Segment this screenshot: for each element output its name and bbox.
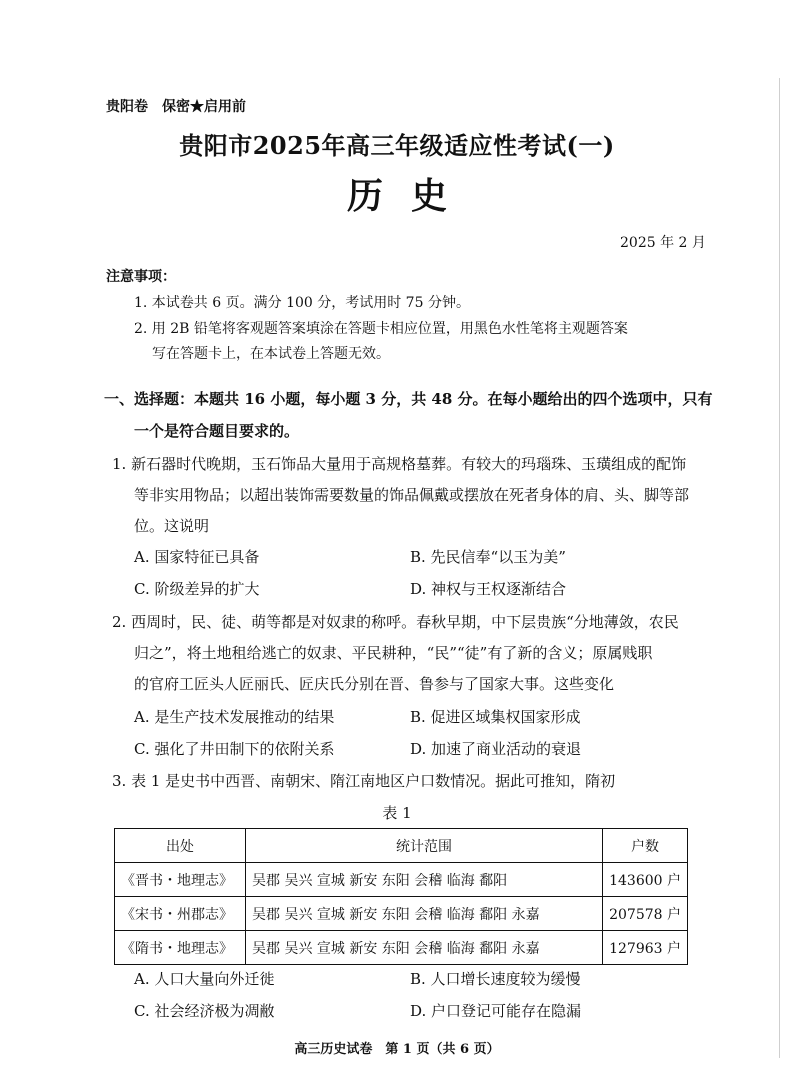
table-cell-households: 127963 户	[603, 931, 688, 965]
q3-option-c: C. 社会经济极为凋敝	[134, 1002, 275, 1020]
section-1-instructions-cont: 一个是符合题目要求的。	[134, 422, 300, 440]
table-cell-source: 《晋书・地理志》	[115, 863, 246, 897]
notes-item-1: 1. 本试卷共 6 页。满分 100 分，考试用时 75 分钟。	[134, 295, 470, 311]
page-footer: 高三历史试卷 第 1 页（共 6 页）	[294, 1042, 500, 1057]
table-cell-scope: 吴郡 吴兴 宣城 新安 东阳 会稽 临海 鄱阳 永嘉	[246, 897, 603, 931]
notes-heading: 注意事项：	[106, 269, 176, 285]
q1-option-a: A. 国家特征已具备	[134, 548, 260, 566]
q2-stem-line-2: 归之”，将土地租给逃亡的奴隶、平民耕种，“民”“徒”有了新的含义；原属贱职	[134, 644, 653, 662]
q1-stem-line-1: 1. 新石器时代晚期，玉石饰品大量用于高规格墓葬。有较大的玛瑙珠、玉璜组成的配饰	[112, 455, 687, 473]
table-header-scope: 统计范围	[246, 829, 603, 863]
table-row	[115, 931, 688, 965]
table-cell-source: 《隋书・地理志》	[115, 931, 246, 965]
q1-option-c: C. 阶级差异的扩大	[134, 580, 260, 598]
page-edge-line	[779, 78, 780, 1058]
q2-option-d: D. 加速了商业活动的衰退	[410, 740, 582, 758]
table-caption: 表 1	[382, 804, 412, 822]
exam-date: 2025 年 2 月	[620, 235, 706, 251]
q3-stem-line-1: 3. 表 1 是史书中西晋、南朝宋、隋江南地区户口数情况。据此可推知，隋初	[112, 772, 616, 790]
table-header-row	[115, 829, 688, 863]
table-row	[115, 863, 688, 897]
q1-stem-line-3: 位。这说明	[134, 517, 210, 535]
table-row	[115, 897, 688, 931]
q1-option-b: B. 先民信奉“以玉为美”	[410, 548, 566, 566]
table-cell-households: 207578 户	[603, 897, 688, 931]
table-cell-households: 143600 户	[603, 863, 688, 897]
q2-option-c: C. 强化了井田制下的依附关系	[134, 740, 335, 758]
table-header-households: 户数	[603, 829, 688, 863]
q3-option-a: A. 人口大量向外迁徙	[134, 970, 275, 988]
q3-option-b: B. 人口增长速度较为缓慢	[410, 970, 581, 988]
confidential-header: 贵阳卷 保密★启用前	[106, 99, 246, 115]
q1-stem-line-2: 等非实用物品；以超出装饰需要数量的饰品佩戴或摆放在死者身体的肩、头、脚等部	[134, 486, 690, 504]
notes-item-2-line-1: 2. 用 2B 铅笔将客观题答案填涂在答题卡相应位置，用黑色水性笔将主观题答案	[134, 321, 628, 337]
q2-stem-line-3: 的官府工匠头人匠丽氏、匠庆氏分别在晋、鲁参与了国家大事。这些变化	[134, 675, 615, 693]
q2-stem-line-1: 2. 西周时，民、徒、萌等都是对奴隶的称呼。春秋早期，中下层贵族“分地薄敛，农民	[112, 613, 679, 631]
exam-title: 贵阳市2025年高三年级适应性考试(一)	[179, 131, 615, 160]
q3-option-d: D. 户口登记可能存在隐漏	[410, 1002, 582, 1020]
table-cell-source: 《宋书・州郡志》	[115, 897, 246, 931]
table-cell-scope: 吴郡 吴兴 宣城 新安 东阳 会稽 临海 鄱阳 永嘉	[246, 931, 603, 965]
q2-option-a: A. 是生产技术发展推动的结果	[134, 708, 335, 726]
notes-item-2-line-2: 写在答题卡上，在本试卷上答题无效。	[152, 346, 390, 362]
subject-title: 历史	[346, 175, 475, 217]
q1-option-d: D. 神权与王权逐渐结合	[410, 580, 567, 598]
table-header-source: 出处	[115, 829, 246, 863]
section-1-instructions: 一、选择题：本题共 16 小题，每小题 3 分，共 48 分。在每小题给出的四个选项中，只有	[104, 390, 713, 408]
household-table	[114, 828, 688, 965]
table-cell-scope: 吴郡 吴兴 宣城 新安 东阳 会稽 临海 鄱阳	[246, 863, 603, 897]
q2-option-b: B. 促进区域集权国家形成	[410, 708, 581, 726]
